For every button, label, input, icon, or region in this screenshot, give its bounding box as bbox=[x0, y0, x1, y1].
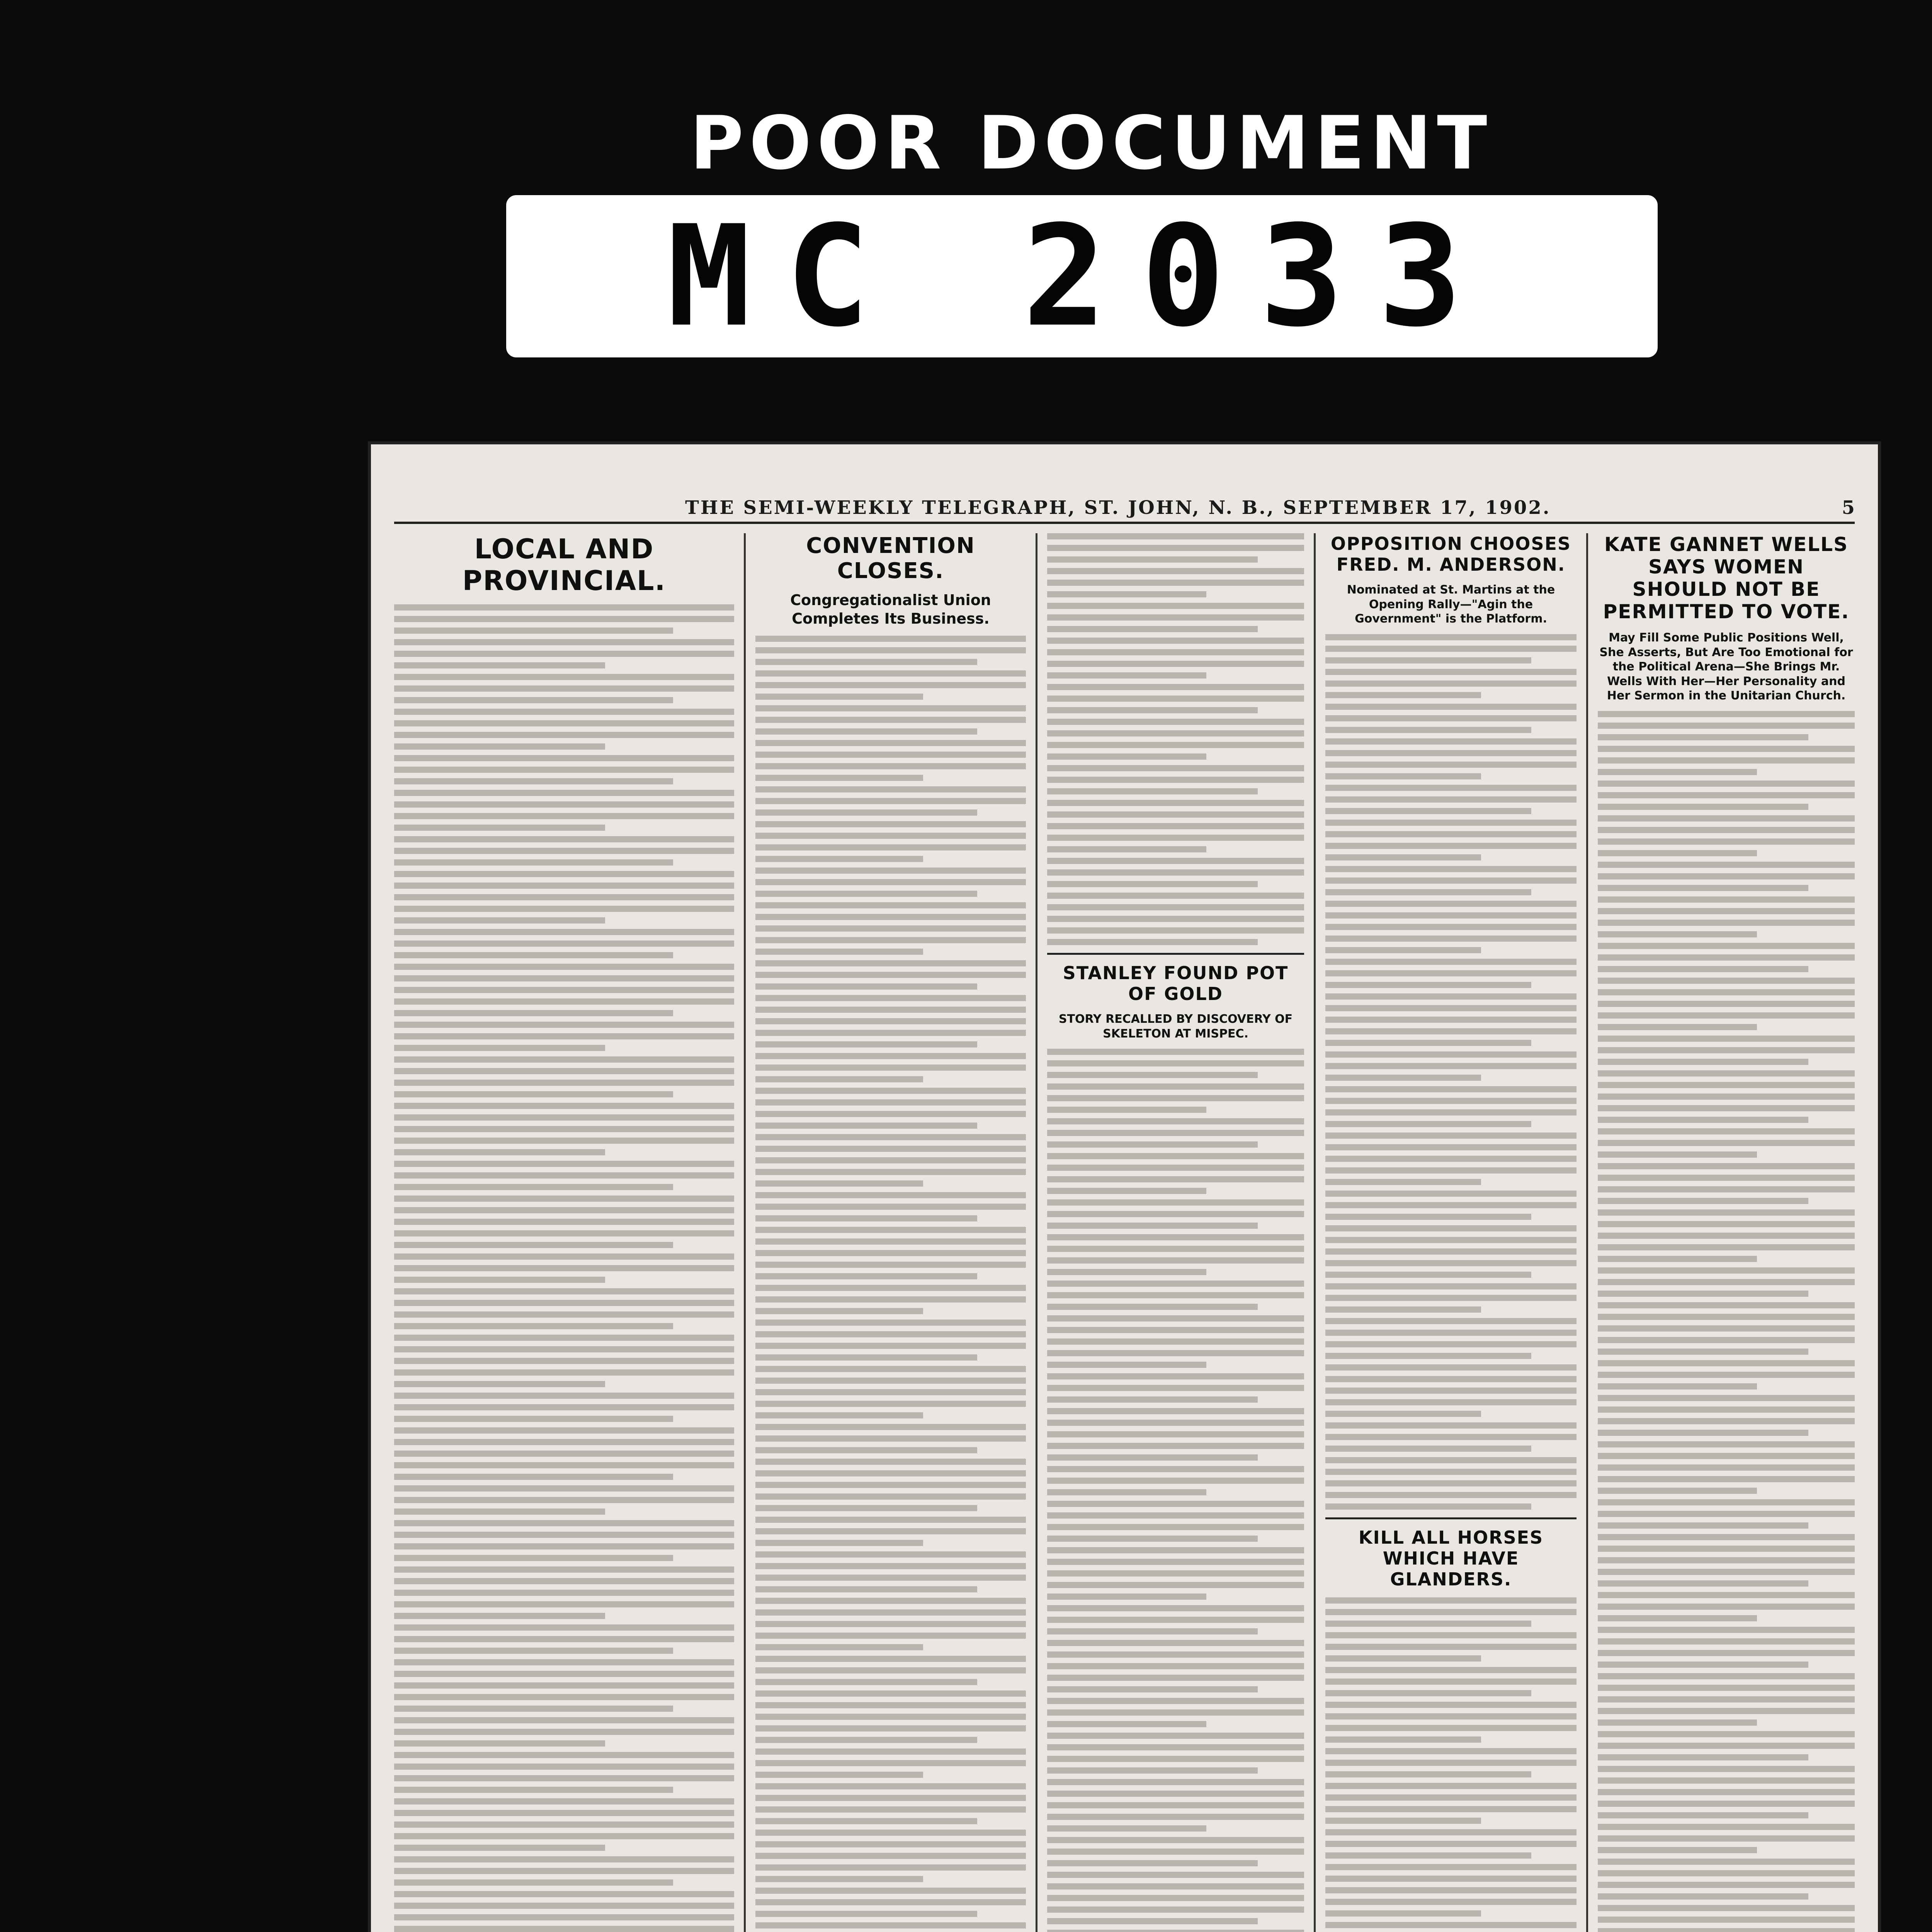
reel-plate bbox=[506, 195, 1658, 357]
column-kate-wells bbox=[1598, 533, 1855, 1932]
article-body bbox=[1598, 711, 1855, 1932]
article-body bbox=[1325, 1597, 1577, 1932]
column-rule bbox=[744, 533, 746, 1932]
column-rule bbox=[1586, 533, 1588, 1932]
article-body bbox=[1047, 533, 1304, 945]
page-number: 5 bbox=[1842, 497, 1855, 519]
headline-opposition: OPPOSITION CHOOSES FRED. M. ANDERSON. bbox=[1330, 533, 1571, 575]
article-body bbox=[1047, 1049, 1304, 1932]
subhead-stanley: STORY RECALLED BY DISCOVERY OF SKELETON AT MISPEC. bbox=[1058, 1012, 1293, 1041]
reel-number: MC 2033 bbox=[667, 195, 1497, 357]
article-body bbox=[755, 636, 1026, 1932]
film-label: POOR DOCUMENT bbox=[690, 100, 1493, 186]
column-3 bbox=[1047, 533, 1304, 1932]
subhead-opposition: Nominated at St. Martins at the Opening Rally—"Agin the Government" is the Platform. bbox=[1347, 583, 1555, 626]
column-local bbox=[394, 533, 734, 1932]
newspaper-page bbox=[371, 444, 1878, 1932]
column-opposition bbox=[1325, 533, 1577, 1932]
article-body bbox=[1325, 634, 1577, 1510]
masthead-title: THE SEMI-WEEKLY TELEGRAPH, ST. JOHN, N. B., SEPTEMBER 17, 1902. bbox=[685, 497, 1551, 519]
headline-stanley: STANLEY FOUND POT OF GOLD bbox=[1063, 963, 1289, 1004]
headline-horses: KILL ALL HORSES WHICH HAVE GLANDERS. bbox=[1358, 1527, 1544, 1590]
masthead bbox=[394, 495, 1855, 524]
headline-kate-wells: KATE GANNET WELLS SAYS WOMEN SHOULD NOT BE PERMITTED TO VOTE. bbox=[1603, 533, 1850, 623]
column-convention bbox=[755, 533, 1026, 1932]
article-body bbox=[394, 604, 734, 1932]
subhead-convention: Congregationalist Union Completes Its Business. bbox=[790, 592, 991, 627]
column-rule bbox=[1036, 533, 1037, 1932]
headline-convention: CONVENTION CLOSES. bbox=[806, 533, 975, 583]
column-rule bbox=[1314, 533, 1316, 1932]
subhead-kate-wells: May Fill Some Public Positions Well, She Asserts, But Are Too Emotional for the Political Arena—She Brings Mr. Wells With Her—Her Personality and Her Sermon in the Unitarian Church. bbox=[1599, 631, 1853, 702]
headline-local: LOCAL AND PROVINCIAL. bbox=[462, 533, 666, 597]
